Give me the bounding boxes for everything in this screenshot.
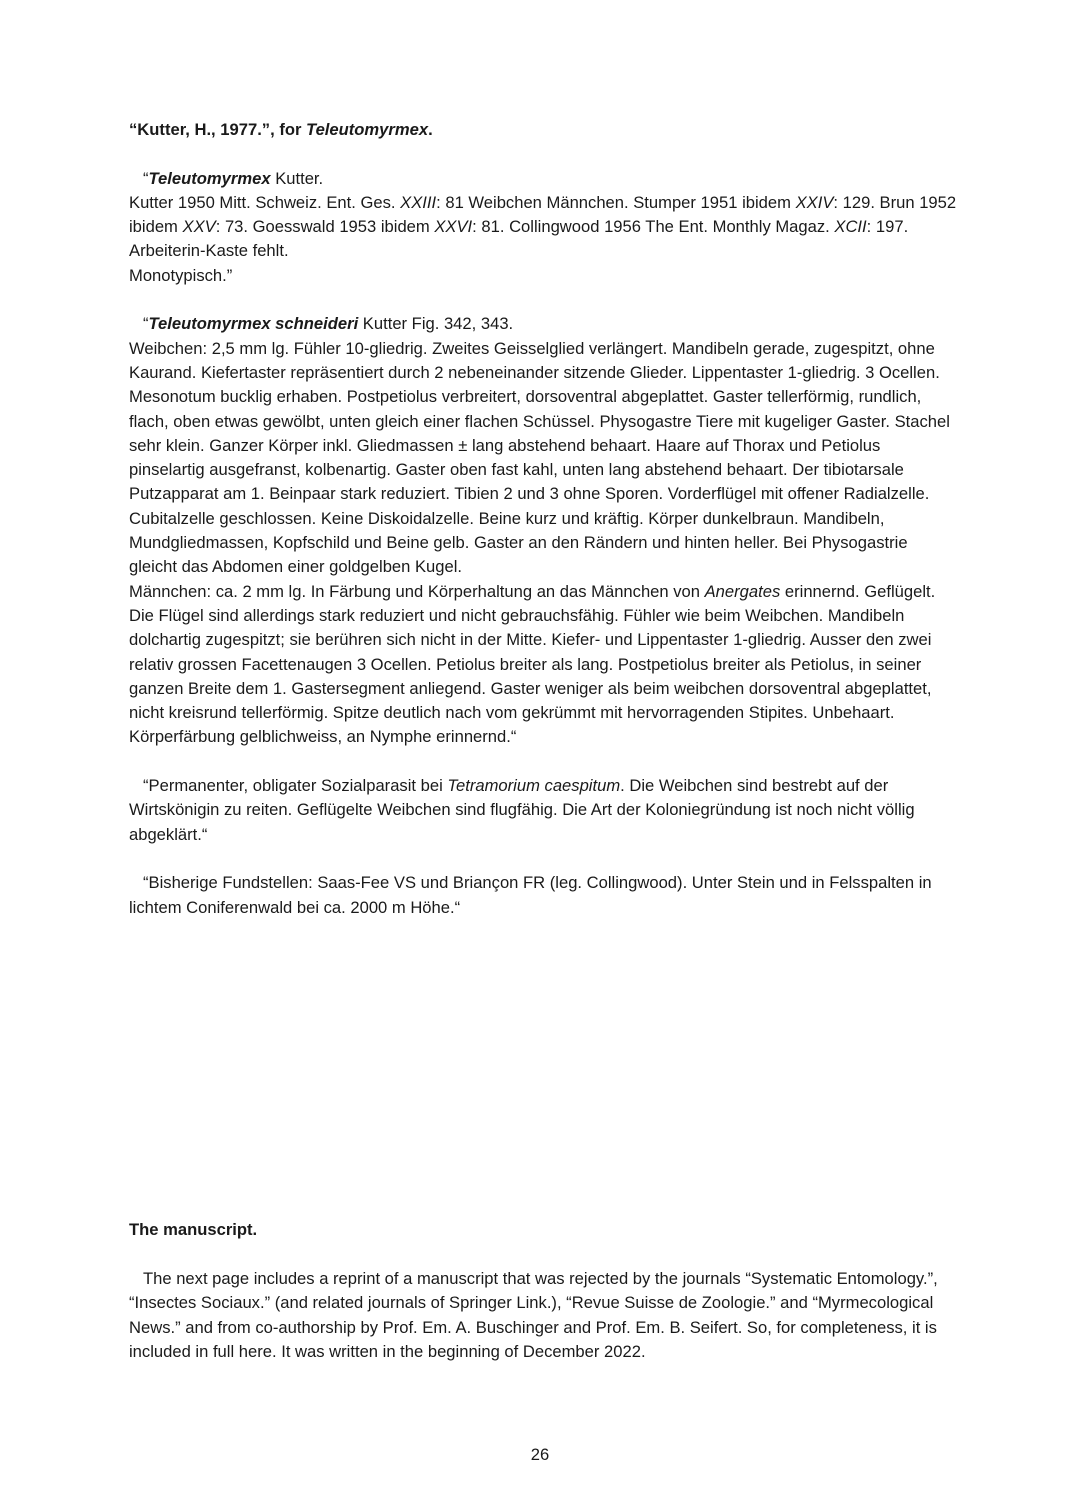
genus-title: “Teleutomyrmex Kutter. <box>143 168 324 188</box>
species-name: Teleutomyrmex schneideri <box>148 314 359 334</box>
localities-paragraph: “Bisherige Fundstellen: Saas-Fee VS und Briançon FR (leg. Collingwood). Unter Stein und in Felsspalten in lichtem Coniferenwald bei ca. 2000 m Höhe.“ <box>129 873 932 917</box>
heading-prefix: “Kutter, H., 1977.”, for <box>129 120 307 139</box>
manuscript-paragraph: The next page includes a reprint of a manuscript that was rejected by the journals “Systematic Entomology.”, “Insectes Sociaux.” (and related journals of Springer Link.), “Revue Suisse de Zoologie.” and “Myrmecological News.” and from co-authorship by Prof. Em. A. Buschinger and Prof. Em. B. Seifert. So, for completeness, it is included in full here. It was written in the beginning of December 2022. <box>129 1269 938 1361</box>
reference-text: : 73. Goesswald 1953 ibidem <box>215 217 435 237</box>
reference-text: : 129. Brun 1952 ibidem <box>129 192 957 237</box>
host-species: Tetramorium caespitum <box>447 776 621 796</box>
species-title: “Teleutomyrmex schneideri Kutter Fig. 342, 343. <box>143 314 514 334</box>
volume-number: XXIII <box>400 192 437 212</box>
biology-paragraph: “Permanenter, obligater Sozialparasit bei Tetramorium caespitum. Die Weibchen sind bestrebt auf der Wirtskönigin zu reiten. Geflügelte Weibchen sind flugfähig. Die Art der Koloniegründung ist noch nicht völlig abgeklärt.“ <box>129 776 915 844</box>
heading-suffix: . <box>428 120 433 139</box>
document-body <box>129 118 959 920</box>
caste-note: Arbeiterin-Kaste fehlt. <box>129 241 289 261</box>
section-heading-kutter <box>129 118 959 142</box>
reference-text: : 81 Weibchen Männchen. Stumper 1951 ibidem <box>436 192 796 212</box>
male-comparison-genus: Anergates <box>704 581 781 601</box>
genus-author: Kutter. <box>270 168 324 188</box>
volume-number: XXV <box>182 217 216 237</box>
species-author: Kutter Fig. 342, 343. <box>358 314 514 334</box>
genus-name: Teleutomyrmex <box>148 168 271 188</box>
reference-text: Kutter 1950 Mitt. Schweiz. Ent. Ges. <box>129 192 401 212</box>
volume-number: XXVI <box>434 217 473 237</box>
reference-text: : 81. Collingwood 1956 The Ent. Monthly Magaz. <box>472 217 835 237</box>
female-description: Weibchen: 2,5 mm lg. Fühler 10-gliedrig. Zweites Geisselglied verlängert. Mandibeln gerade, zugespitzt, ohne Kaurand. Kiefertaster repräsentiert durch 2 nebeneinander sitzende Glieder. Lippentaster 1-gliedrig. 3 Ocellen. Mesonotum bucklig erhaben. Postpetiolus verbreitert, dorsoventral abgeplattet. Gaster tellerförmig, rundlich, flach, oben etwas gewölbt, unten gleich einer flachen Schüssel. Physogastre Tiere mit kugeliger Gaster. Stachel sehr klein. Ganzer Körper inkl. Gliedmassen ± lang abstehend behaart. Haare auf Thorax und Petiolus pinselartig ausgefranst, kolbenartig. Gaster oben fast kahl, unten lang abstehend behaart. Der tibiotarsale Putzapparat am 1. Beinpaar stark reduziert. Tibien 2 und 3 ohne Sporen. Vorderflügel mit offener Radialzelle. Cubitalzelle geschlossen. Keine Diskoidalzelle. Beine kurz und kräftig. Körper dunkelbraun. Mandibeln, Mundgliedmassen, Kopfschild und Beine gelb. Gaster an den Rändern und hinten heller. Bei Physogastrie gleicht das Abdomen einer goldgelben Kugel. <box>129 338 950 577</box>
page-number: 26 <box>530 1445 550 1464</box>
monotypic-note: Monotypisch.” <box>129 265 233 285</box>
heading-genus: Teleutomyrmex <box>306 120 429 139</box>
manuscript-heading: The manuscript. <box>129 1220 258 1239</box>
volume-number: XCII <box>834 217 867 237</box>
volume-number: XXIV <box>795 192 834 212</box>
genus-references <box>129 191 959 240</box>
reference-text: : 197. <box>866 217 909 237</box>
male-description: Männchen: ca. 2 mm lg. In Färbung und Körperhaltung an das Männchen von Anergates erinnernd. Geflügelt. Die Flügel sind allerdings stark reduziert und nicht gebrauchsfähig. Fühler wie beim Weibchen. Mandibeln dolchartig zugespitzt; sie berühren sich nicht in der Mitte. Kiefer- und Lippentaster 1-gliedrig. Ausser den zwei relativ grossen Facettenaugen 3 Ocellen. Petiolus breiter als lang. Postpetiolus breiter als Petiolus, in seiner ganzen Breite dem 1. Gastersegment anliegend. Gaster weniger als beim weibchen dorsoventral abgeplattet, nicht kreisrund tellerförmig. Spitze deutlich nach vom gekrümmt mit hervorragenden Stipites. Unbehaart. Körperfärbung gelblichweiss, an Nymphe erinnernd.“ <box>129 581 936 747</box>
